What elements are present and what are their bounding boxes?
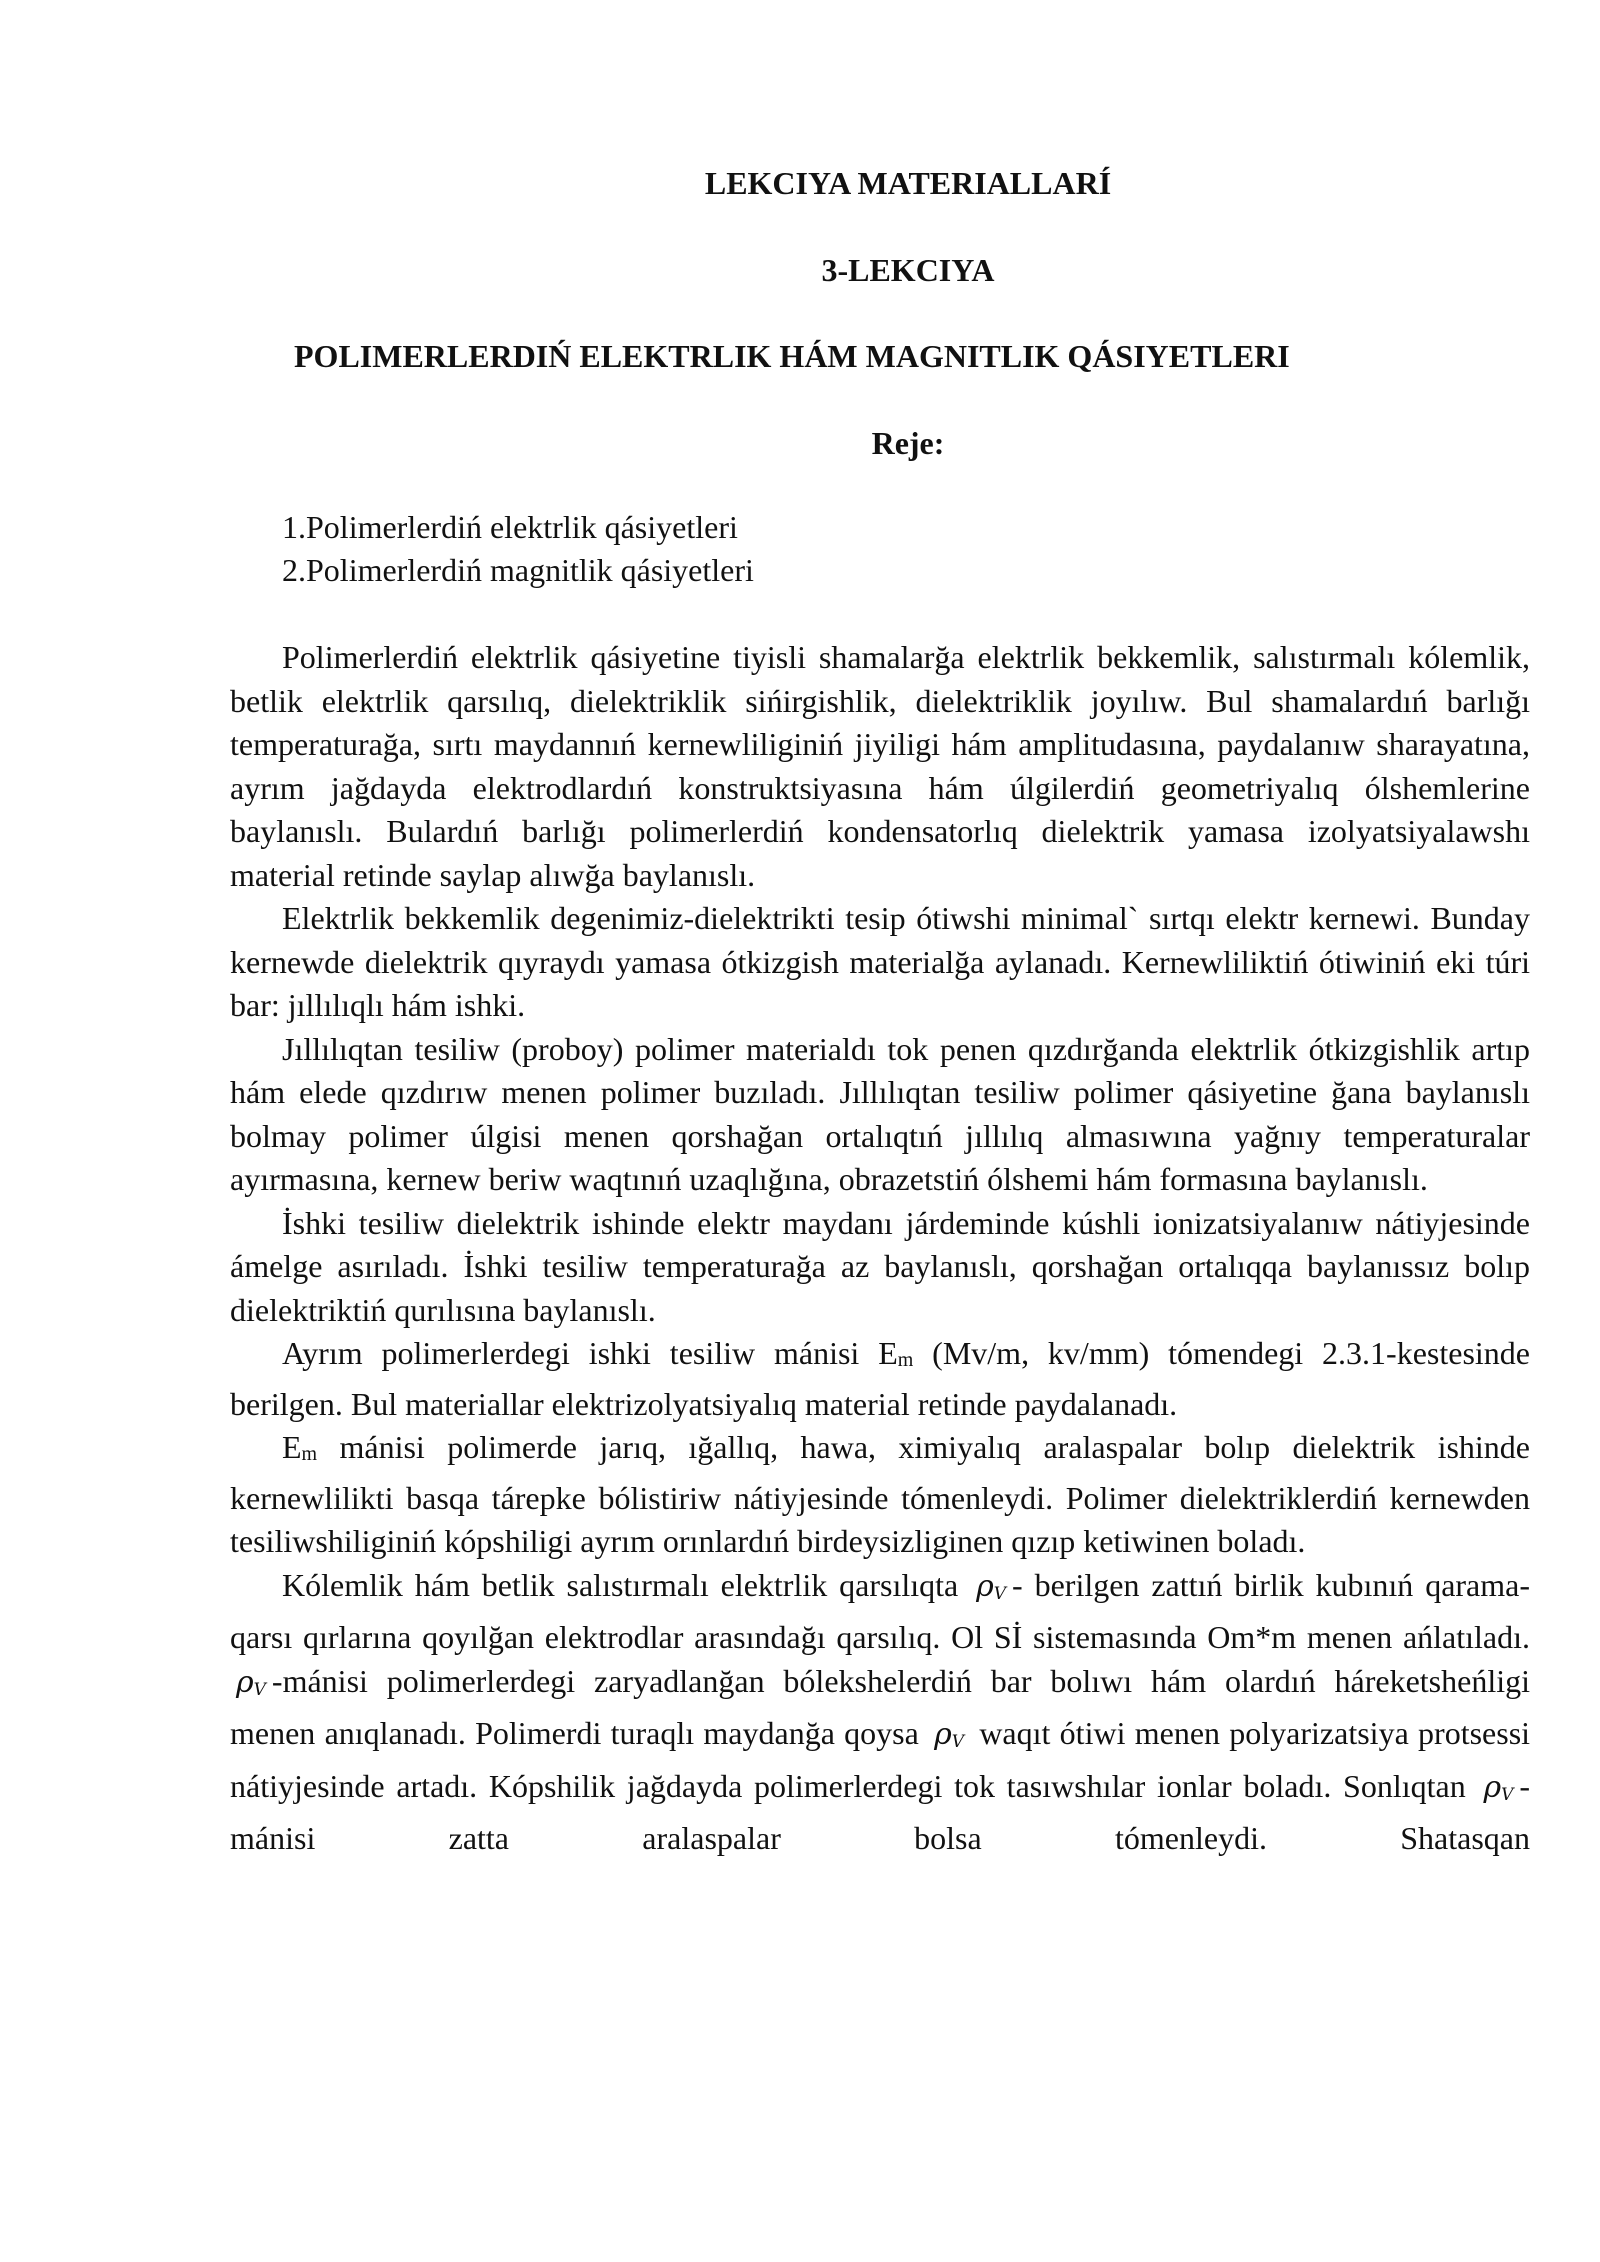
paragraph-text: Kólemlik hám betlik salıstırmalı elektrlik qarsılıqta [282, 1566, 959, 1603]
paragraph [230, 1426, 1530, 1564]
paragraph: Jıllılıqtan tesiliw (proboy) polimer materialdı tok penen qızdırğanda elektrlik ótkizgishlik artıp hám elede qızdırıw menen polimer buzıladı. Jıllılıqtan tesiliw polimer qásiyetine ğana baylanıslı bolmay polimer úlgisi menen qorshağan ortalıqtıń jıllılıq almasıwına yağnıy temperaturalar ayırmasına, kernew beriw waqtınıń uzaqlığına, obrazetstiń ólshemi hám formasına baylanıslı. [230, 1030, 1530, 1197]
plan-list [282, 506, 754, 592]
paragraph [230, 1564, 1530, 1861]
paragraph-text: -mánisi zatta aralaspalar bolsa tómenleydi. Shatasqan [230, 1767, 1531, 1856]
paragraph [230, 1332, 1530, 1426]
paragraph: Elektrlik bekkemlik degenimiz-dielektrikti tesip ótiwshi minimal` sırtqı elektr kernewi. Bunday kernewde dielektrik qıyraydı yamasa ótkizgish materialğa aylanadı. Kernewliliktiń ótiwiniń eki túri bar: jıllılıqlı hám ishki. [230, 900, 1530, 1023]
paragraph-text: - berilgen zattıń birlik kubınıń qarama-qarsı qırlarına qoyılğan elektrodlar arasındağı qarsılıq. Ol Sİ sistemasında Om*m menen ańlatıladı. [230, 1566, 1531, 1655]
rho-subscript: V [993, 1583, 1007, 1604]
plan-item: 2.Polimerlerdiń magnitlik qásiyetleri [282, 552, 754, 588]
plan-item: 1.Polimerlerdiń elektrlik qásiyetleri [282, 509, 738, 545]
symbol-e: E [282, 1429, 302, 1465]
rho-subscript: V [951, 1732, 965, 1752]
subscript: m [301, 1443, 318, 1465]
rho-symbol: ρ [236, 1664, 254, 1700]
subscript: m [897, 1349, 914, 1371]
rho-symbol: ρ [934, 1717, 952, 1752]
paragraph-text: mánisi polimerde jarıq, ığallıq, hawa, ximiyalıq aralaspalar bolıp dielektrik ishinde kernewlilikti basqa tárepke bólistiriw nátiyjesinde tómenleydi. Polimer dielektriklerdiń kernewden tesiliwshiliginiń kópshiligi ayrım orınlardıń birdeysizliginen qızıp ketiwinen boladı. [230, 1429, 1530, 1559]
document-title: LEKCIYA MATERIALLARÍ [704, 165, 1112, 201]
rho-subscript: V [1501, 1784, 1514, 1805]
lecture-subject: POLIMERLERDIŃ ELEKTRLIK HÁM MAGNITLIK QÁSIYETLERI [294, 338, 1290, 374]
lecture-number: 3-LEKCIYA [821, 252, 995, 288]
plan-heading: Reje: [871, 425, 945, 461]
body-text [230, 636, 1530, 1861]
paragraph-text: Ayrım polimerlerdegi ishki tesiliw mánisi E [282, 1335, 898, 1371]
paragraph: İshki tesiliw dielektrik ishinde elektr maydanı járdeminde kúshli ionizatsiyalanıw nátiyjesinde ámelge asırıladı. İshki tesiliw temperaturağa az baylanıslı, qorshağan ortalıqqa baylanıssız bolıp dielektriktiń qurılısına baylanıslı. [230, 1204, 1530, 1328]
paragraph-text: -mánisi polimerlerdegi zaryadlanğan bólekshelerdiń bar bolıwı hám olardıń háreketsheńligi menen anıqlanadı. Polimerdi turaqlı maydanğa qoysa [230, 1662, 1530, 1751]
rho-subscript: V [253, 1679, 266, 1700]
rho-symbol: ρ [976, 1568, 994, 1604]
rho-symbol: ρ [1483, 1769, 1502, 1805]
paragraph-text: waqıt ótiwi menen polyarizatsiya protsessi nátiyjesinde artadı. Kópshilik jağdayda polimerlerdegi tok tasıwshılar ionlar boladı. Sonlıqtan [230, 1715, 1531, 1804]
paragraph-text: (Mv/m, kv/mm) tómendegi 2.3.1-kestesinde berilgen. Bul materiallar elektrizolyatsiyalıq material retinde paydalanadı. [230, 1335, 1531, 1422]
paragraph: Polimerlerdiń elektrlik qásiyetine tiyisli shamalarğa elektrlik bekkemlik, salıstırmalı kólemlik, betlik elektrlik qarsılıq, dielektriklik sińirgishlik, dielektriklik joyılıw. Bul shamalardıń barlığı temperaturağa, sırtı maydannıń kernewliliginiń jiyiligi hám amplitudasına, paydalanıw sharayatına, ayrım jağdayda elektrodlardıń konstruktsiyasına hám úlgilerdiń geometriyalıq ólshemlerine baylanıslı. Bulardıń barlığı polimerlerdiń kondensatorlıq dielektrik yamasa izolyatsiyalawshı material retinde saylap alıwğa baylanıslı. [230, 639, 1530, 893]
